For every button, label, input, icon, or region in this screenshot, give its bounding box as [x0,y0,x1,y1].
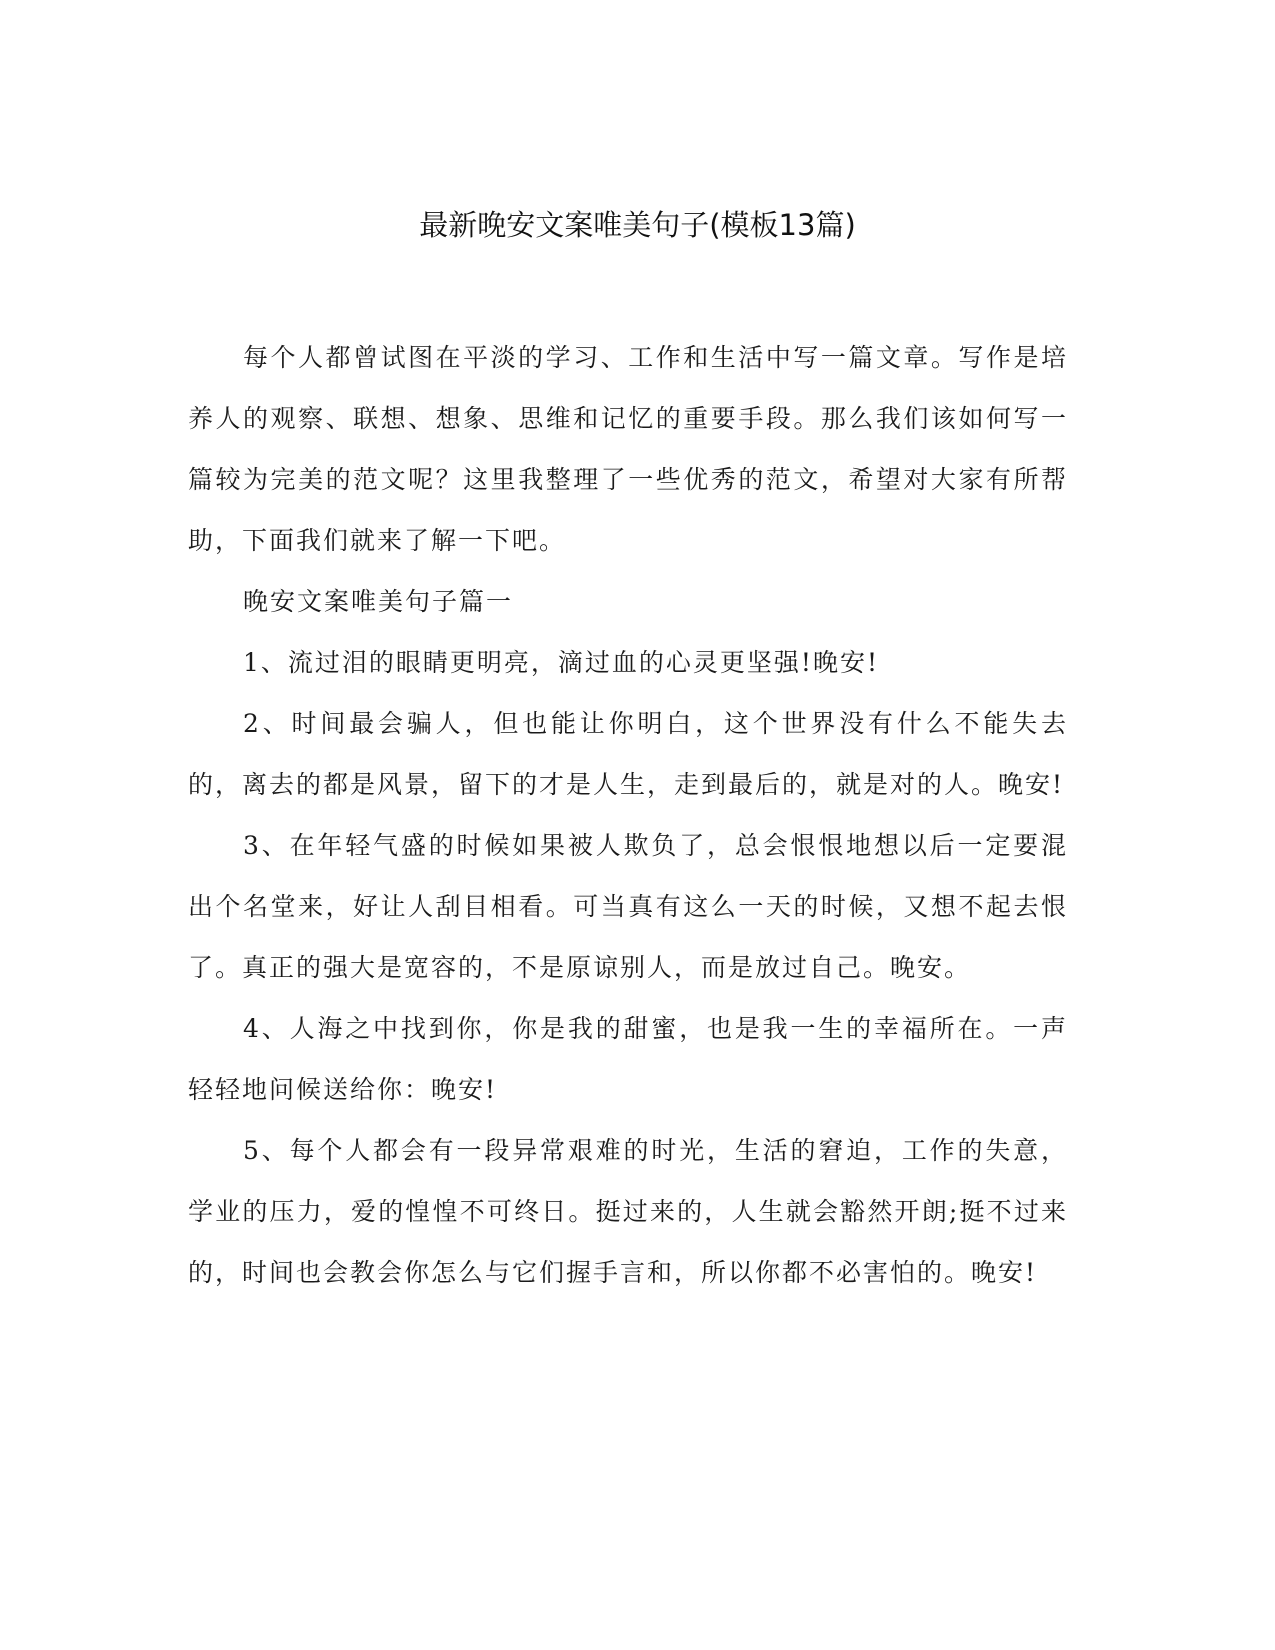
document-body [188,327,1068,1303]
list-item: 2、时间最会骗人，但也能让你明白，这个世界没有什么不能失去的，离去的都是风景，留下的才是人生，走到最后的，就是对的人。晚安! [188,709,1068,799]
list-item: 3、在年轻气盛的时候如果被人欺负了，总会恨恨地想以后一定要混出个名堂来，好让人刮目相看。可当真有这么一天的时候，又想不起去恨了。真正的强大是宽容的，不是原谅别人，而是放过自己。晚安。 [188,831,1068,982]
document-title: 最新晚安文案唯美句子(模板13篇) [419,208,856,242]
list-item: 4、人海之中找到你，你是我的甜蜜，也是我一生的幸福所在。一声轻轻地问候送给你：晚安! [188,1014,1068,1104]
list-item: 1、流过泪的眼睛更明亮，滴过血的心灵更坚强!晚安! [243,648,880,677]
list-item: 5、每个人都会有一段异常艰难的时光，生活的窘迫，工作的失意，学业的压力，爱的惶惶不可终日。挺过来的，人生就会豁然开朗;挺不过来的，时间也会教会你怎么与它们握手言和，所以你都不必害怕的。晚安! [188,1136,1068,1287]
section-heading: 晚安文案唯美句子篇一 [243,587,514,616]
intro-paragraph: 每个人都曾试图在平淡的学习、工作和生活中写一篇文章。写作是培养人的观察、联想、想象、思维和记忆的重要手段。那么我们该如何写一篇较为完美的范文呢？这里我整理了一些优秀的范文，希望对大家有所帮助，下面我们就来了解一下吧。 [188,343,1068,555]
